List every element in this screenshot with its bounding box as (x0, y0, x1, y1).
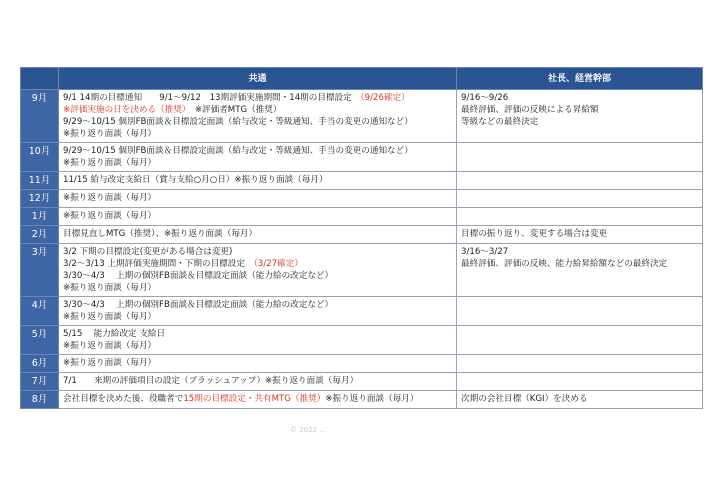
exec-cell (457, 244, 703, 297)
text-segment: ※振り返り面談（毎月） (63, 158, 157, 168)
schedule-body (21, 90, 703, 409)
text-segment: 3/2 下期の目標設定(変更がある場合は変更) (63, 247, 233, 257)
table-row (21, 326, 703, 355)
common-cell (59, 355, 457, 373)
text-segment: ※振り返り面談（毎月） (63, 193, 157, 203)
common-line (63, 393, 452, 405)
exec-cell (457, 355, 703, 373)
common-cell (59, 297, 457, 326)
text-segment: ※振り返り面談（毎月） (63, 312, 157, 322)
common-line (63, 192, 452, 204)
text-segment: ※振り返り面談（毎月） (63, 358, 157, 368)
month-cell: 6月 (21, 355, 59, 373)
exec-cell (457, 391, 703, 409)
exec-cell (457, 297, 703, 326)
header-exec: 社長、経営幹部 (457, 68, 703, 90)
month-cell: 1月 (21, 208, 59, 226)
text-segment: ※評価実施の日を決める（推奨） (63, 105, 187, 115)
table-row (21, 244, 703, 297)
common-cell (59, 143, 457, 172)
text-segment: 3/2～3/13 上期評価実施期間・下期の目標設定 (63, 259, 254, 269)
exec-cell (457, 373, 703, 391)
exec-line: 最終評価、評価の反映、能力給昇給額などの最終決定 (461, 259, 668, 269)
common-line (63, 145, 452, 157)
text-segment: 5/15 能力給改定 支給日 (63, 329, 166, 339)
common-line (63, 299, 452, 311)
text-segment: ※振り返り面談（毎月） (63, 341, 157, 351)
table-row (21, 226, 703, 244)
text-segment: ※評価者MTG（推奨） (186, 105, 282, 115)
header-common: 共通 (59, 68, 457, 90)
common-line (63, 328, 452, 340)
common-line (63, 128, 452, 140)
text-segment: 9/29～10/15 個別FB面談＆目標設定面談（給与改定・等級通知、手当の変更の通知など） (63, 117, 413, 127)
text-segment: ※振り返り面談（毎月） (63, 283, 157, 293)
header-month-cell (21, 68, 59, 90)
month-cell: 10月 (21, 143, 59, 172)
month-cell: 7月 (21, 373, 59, 391)
common-line (63, 357, 452, 369)
common-cell (59, 208, 457, 226)
common-cell (59, 244, 457, 297)
common-line (63, 116, 452, 128)
schedule-table (20, 67, 703, 409)
text-segment: （9/26確定） (360, 93, 410, 103)
table-row (21, 208, 703, 226)
common-line (63, 246, 452, 258)
text-segment: （3/27確定） (253, 259, 303, 269)
month-cell: 11月 (21, 172, 59, 190)
text-segment: ※振り返り面談（毎月） (63, 211, 157, 221)
exec-cell (457, 226, 703, 244)
footer-watermark: © 2022 ... (290, 426, 326, 434)
text-segment: 3/30～4/3 上期の個別FB面談＆目標設定面談（能力給の改定など） (63, 300, 334, 310)
exec-cell (457, 326, 703, 355)
exec-cell (457, 172, 703, 190)
common-line (63, 228, 452, 240)
text-segment: 3/30～4/3 上期の個別FB面談＆目標設定面談（能力給の改定など） (63, 271, 334, 281)
exec-cell (457, 90, 703, 143)
month-cell: 5月 (21, 326, 59, 355)
text-segment: 15期の目標設定・共有MTG（推奨） (183, 394, 326, 404)
common-line (63, 174, 452, 186)
exec-line: 最終評価、評価の反映による昇給額 (461, 105, 599, 115)
text-segment: ※振り返り面談（毎月） (325, 394, 419, 404)
month-cell: 9月 (21, 90, 59, 143)
common-cell (59, 190, 457, 208)
header-row (21, 68, 703, 90)
common-cell (59, 90, 457, 143)
month-cell: 3月 (21, 244, 59, 297)
common-line (63, 311, 452, 323)
common-line (63, 375, 452, 387)
exec-line: 9/16～9/26 (461, 93, 509, 103)
exec-line: 3/16～3/27 (461, 247, 509, 257)
table-row (21, 172, 703, 190)
text-segment: ※振り返り面談（毎月） (63, 129, 157, 139)
common-line (63, 258, 452, 270)
exec-cell (457, 190, 703, 208)
common-line (63, 157, 452, 169)
common-line (63, 210, 452, 222)
table-row (21, 297, 703, 326)
common-cell (59, 373, 457, 391)
exec-line: 等級などの最終決定 (461, 117, 539, 127)
exec-cell (457, 143, 703, 172)
common-line (63, 270, 452, 282)
month-cell: 4月 (21, 297, 59, 326)
table-row (21, 190, 703, 208)
common-cell (59, 326, 457, 355)
common-cell (59, 226, 457, 244)
schedule-sheet (20, 67, 702, 409)
text-segment: 11/15 給与改定支給日（賞与支給○月○日）※振り返り面談（毎月） (63, 175, 328, 185)
month-cell: 2月 (21, 226, 59, 244)
common-line (63, 340, 452, 352)
month-cell: 8月 (21, 391, 59, 409)
table-row (21, 391, 703, 409)
exec-line: 目標の振り返り、変更する場合は変更 (461, 229, 608, 239)
text-segment: 9/1 14期の目標通知 9/1～9/12 13期評価実施期間・14期の目標設定 (63, 93, 361, 103)
common-line (63, 92, 452, 104)
common-cell (59, 172, 457, 190)
text-segment: 目標見直しMTG（推奨）、※振り返り面談（毎月） (63, 229, 258, 239)
table-row (21, 143, 703, 172)
table-row (21, 373, 703, 391)
month-cell: 12月 (21, 190, 59, 208)
text-segment: 会社目標を決めた後、役職者で (63, 394, 184, 404)
table-row (21, 355, 703, 373)
exec-line: 次期の会社目標（KGI）を決める (461, 394, 588, 404)
table-row (21, 90, 703, 143)
text-segment: 9/29～10/15 個別FB面談＆目標設定面談（給与改定・等級通知、手当の変更の通知など） (63, 146, 413, 156)
common-line (63, 282, 452, 294)
exec-cell (457, 208, 703, 226)
common-line (63, 104, 452, 116)
text-segment: 7/1 来期の評価項目の設定（ブラッシュアップ）※振り返り面談（毎月） (63, 376, 359, 386)
common-cell (59, 391, 457, 409)
